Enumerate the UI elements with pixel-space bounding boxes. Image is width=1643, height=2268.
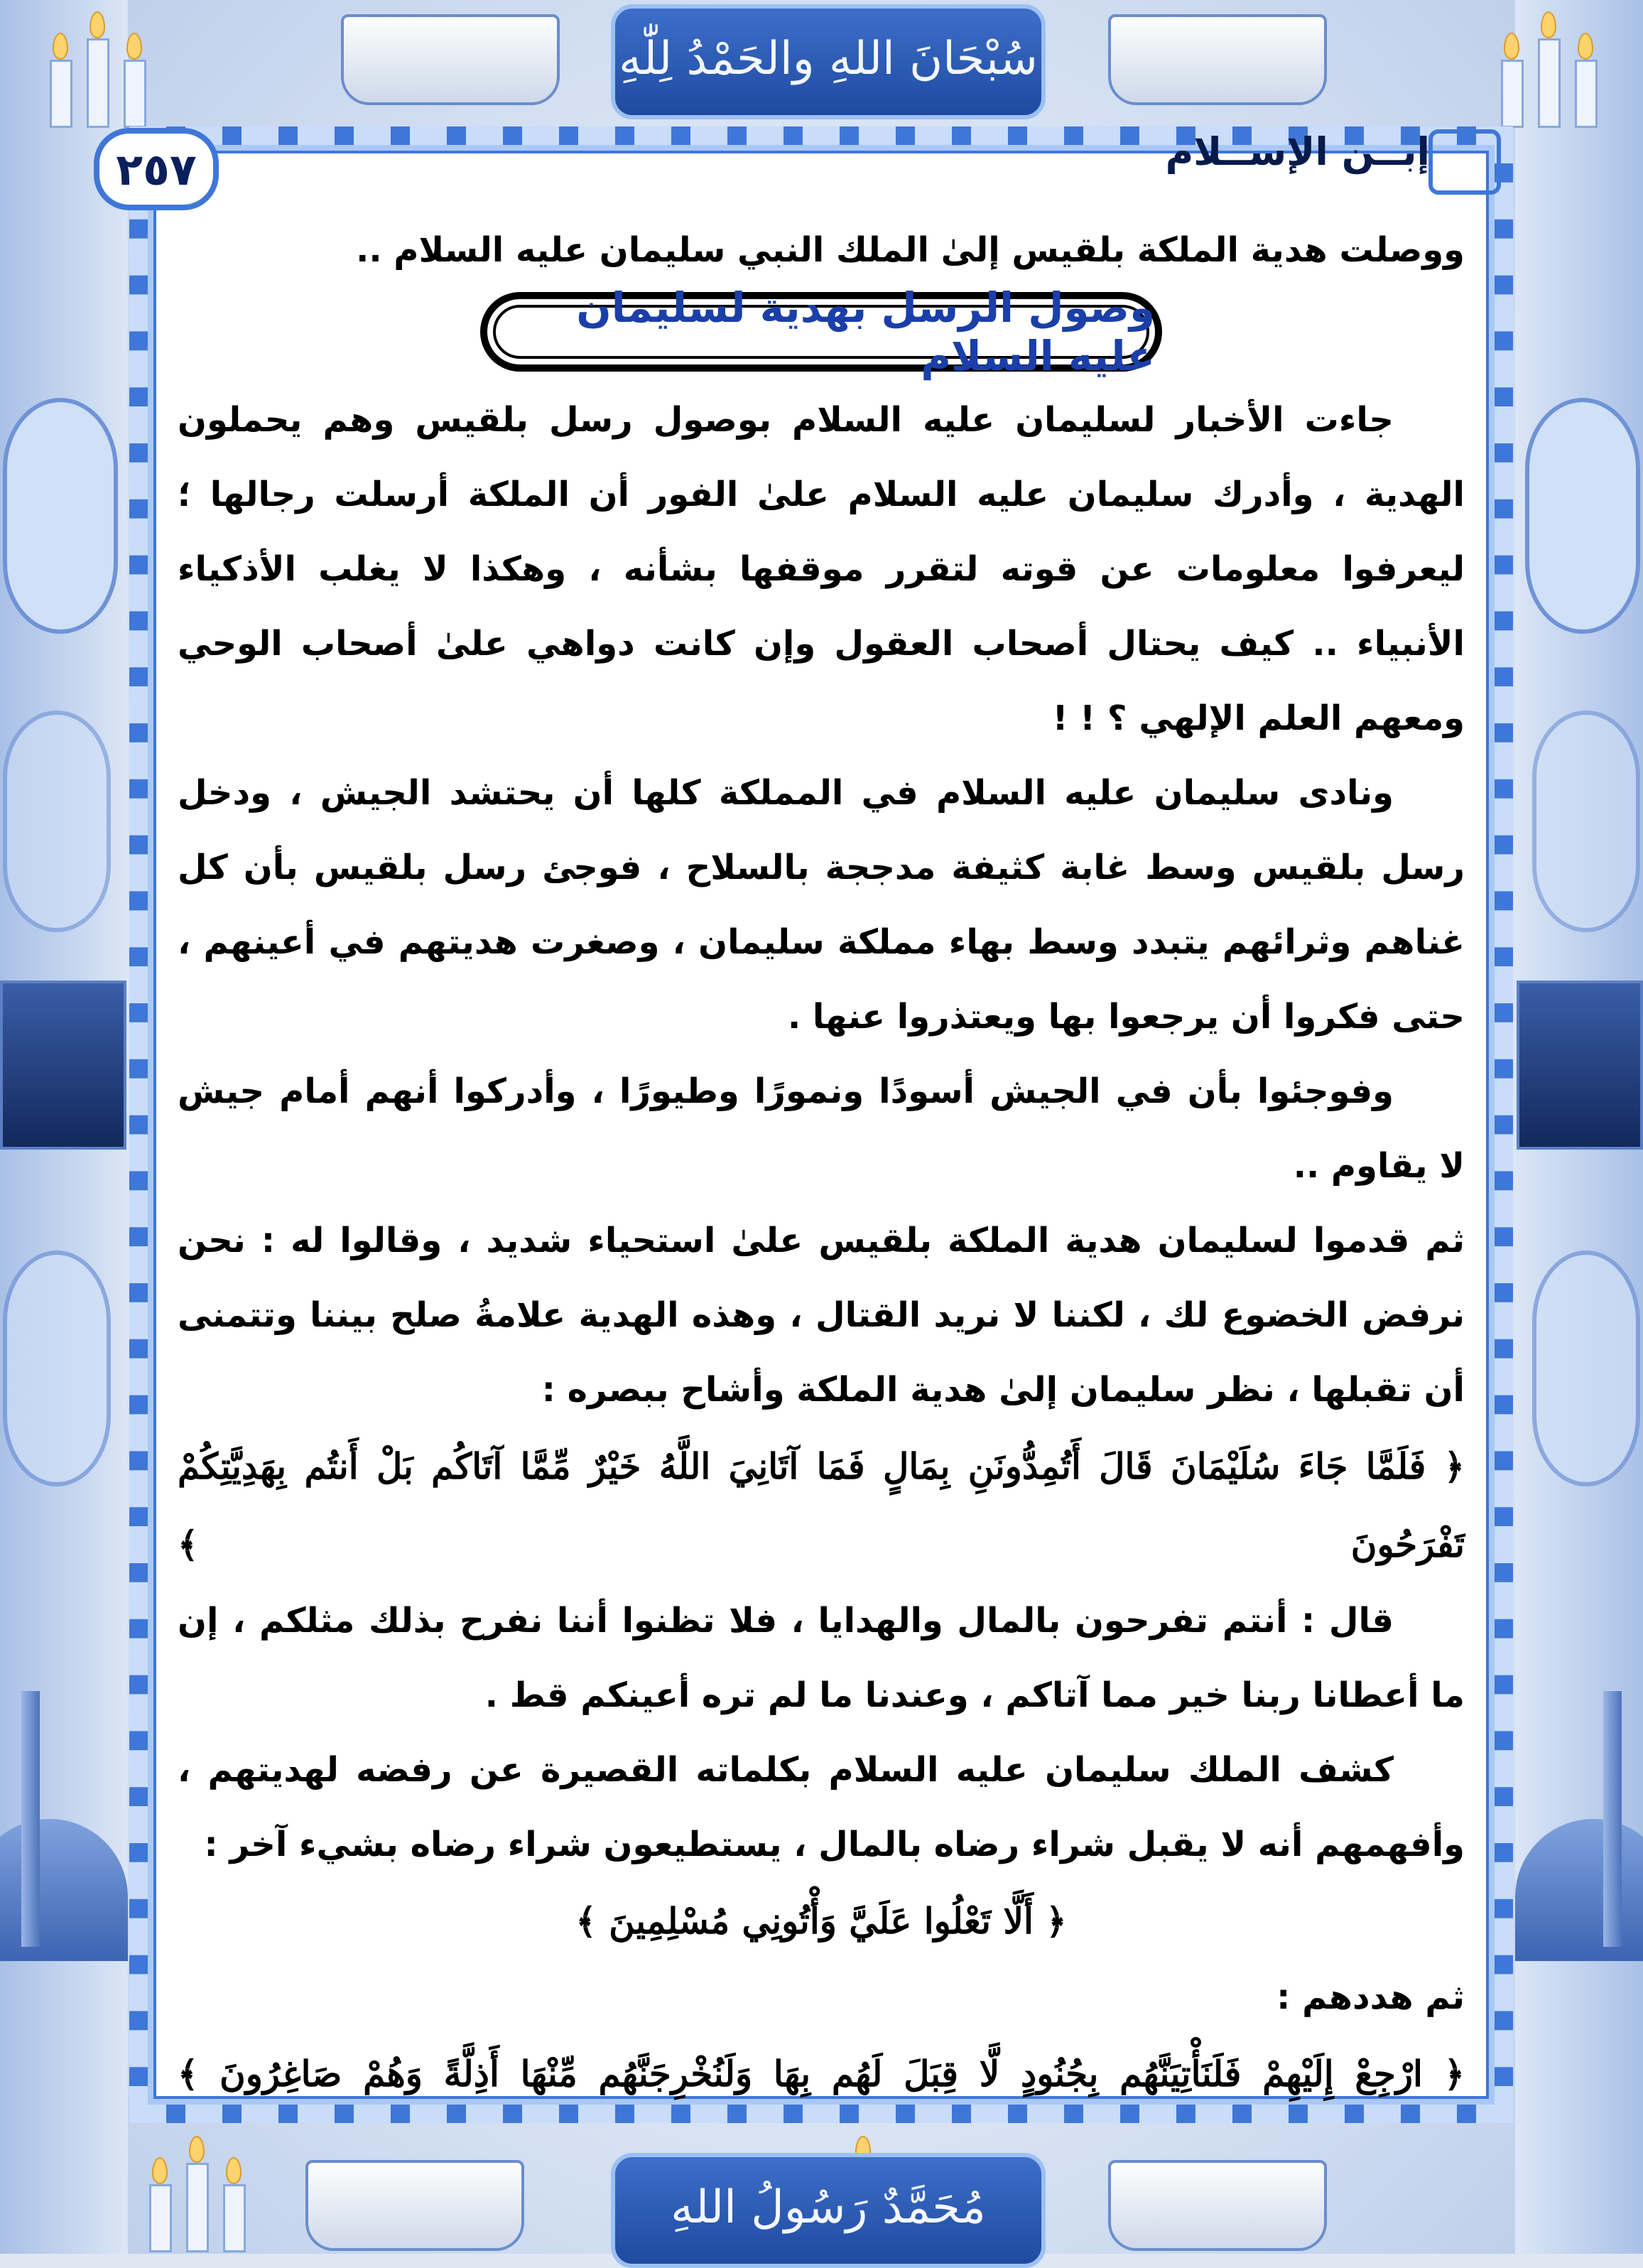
paragraph-3: وفوجئوا بأن في الجيش أسودًا ونمورًا وطيورًا ، وأدركوا أنهم أمام جيش لا يقاوم .. [178,1071,1465,1186]
left-calligraphy-medallion-3 [3,1251,111,1486]
bottom-banner-text: مُحَمَّدٌ رَسُولُ اللهِ [671,2181,986,2234]
bottom-left-open-book-icon [305,2160,524,2251]
page-content [178,213,1465,2113]
paragraph-4: ثم قدموا لسليمان هدية الملكة بلقيس علىٰ استحياء شديد ، وقالوا له : نحن نرفض الخضوع لك ، لكننا لا نريد القتال ، وهذه الهدية علامةُ صلح بيننا وتتمنى أن تقبلها ، نظر سليمان إلىٰ هدية الملكة وأشاح ببصره : [178,1221,1465,1410]
paragraph-5: قال : أنتم تفرحون بالمال والهدايا ، فلا تظنوا أننا نفرح بذلك مثلكم ، إن ما أعطانا ربنا خير مما آتاكم ، وعندنا ما لم تره أعينكم قط . [178,1601,1465,1715]
paragraph-2: ونادى سليمان عليه السلام في المملكة كلها أن يحتشد الجيش ، ودخل رسل بلقيس وسط غابة كثيفة مدججة بالسلاح ، فوجئ رسل بلقيس بأن كل غناهم وثرائهم يتبدد وسط بهاء مملكة سليمان ، وصغرت هديتهم في أعينهم ، حتى فكروا أن يرجعوا بها ويعتذروا عنها . [178,773,1465,1037]
left-calligraphy-medallion-2 [3,711,111,932]
right-minaret [1603,1691,1622,1947]
right-kaaba-image [1517,981,1643,1150]
left-kaaba-image [0,981,126,1150]
quran-verse-3: ﴿ ارْجِعْ إِلَيْهِمْ فَلَنَأْتِيَنَّهُم بِجُنُودٍ لَّا قِبَلَ لَهُم بِهَا وَلَنُخْرِجَنَّهُم مِّنْهَا أَذِلَّةً وَهُمْ صَاغِرُونَ ﴾ [178,2053,1465,2095]
paragraph-7: ثم هددهم : [1276,1977,1465,2017]
top-calligraphy-banner [611,4,1046,119]
right-calligraphy-medallion-2 [1532,711,1640,932]
left-minaret [21,1691,40,1947]
left-calligraphy-medallion [3,398,118,634]
intro-line: ووصلت هدية الملكة بلقيس إلىٰ الملك النبي سليمان عليه السلام .. [356,230,1465,270]
running-title: إبــن الإســلام [1165,129,1430,174]
section-heading-box [480,284,1162,380]
right-calligraphy-medallion [1525,398,1640,634]
bottom-left-candles-icon [142,2132,249,2252]
section-title: وصول الرسل بهدية لسليمان عليه السلام [576,284,1155,380]
paragraph-6: كشف الملك سليمان عليه السلام بكلماته القصيرة عن رفضه لهديتهم ، وأفهمهم أنه لا يقبل شراء رضاه بالمال ، يستطيعون شراء رضاه بشيء آخر : [178,1750,1465,1864]
top-left-candles-icon [43,7,149,128]
running-title-ornament [1428,129,1501,195]
paragraph-1: جاءت الأخبار لسليمان عليه السلام بوصول رسل بلقيس وهم يحملون الهدية ، وأدرك سليمان عليه السلام علىٰ الفور أن الملكة أرسلت رجالها ؛ ليعرفوا معلومات عن قوته لتقرر موقفها بشأنه ، وهكذا لا يغلب الأذكياء الأنبياء .. كيف يحتال أصحاب العقول وإن كانت دواهي علىٰ أصحاب الوحي ومعهم العلم الإلهي ؟ ! ! [178,400,1465,738]
top-right-candles-icon [1494,7,1600,128]
bottom-right-open-book-icon [1108,2160,1327,2251]
bottom-calligraphy-banner [611,2153,1046,2268]
top-right-open-book-icon [1108,14,1327,105]
top-banner-text: سُبْحَانَ اللهِ والحَمْدُ لِلّٰهِ [619,33,1038,85]
page-number: ٢٥٧ [94,128,219,210]
right-calligraphy-medallion-3 [1532,1251,1640,1486]
top-left-open-book-icon [341,14,560,105]
quran-verse-1: ﴿ فَلَمَّا جَاءَ سُلَيْمَانَ قَالَ أَتُمِدُّونَنِ بِمَالٍ فَمَا آتَانِيَ اللَّهُ خَيْرٌ مِّمَّا آتَاكُم بَلْ أَنتُم بِهَدِيَّتِكُمْ تَفْرَحُونَ ﴾ [178,1445,1465,1565]
quran-verse-2: ﴿ أَلَّا تَعْلُوا عَلَيَّ وَأْتُونِي مُسْلِمِينَ ﴾ [575,1900,1067,1942]
